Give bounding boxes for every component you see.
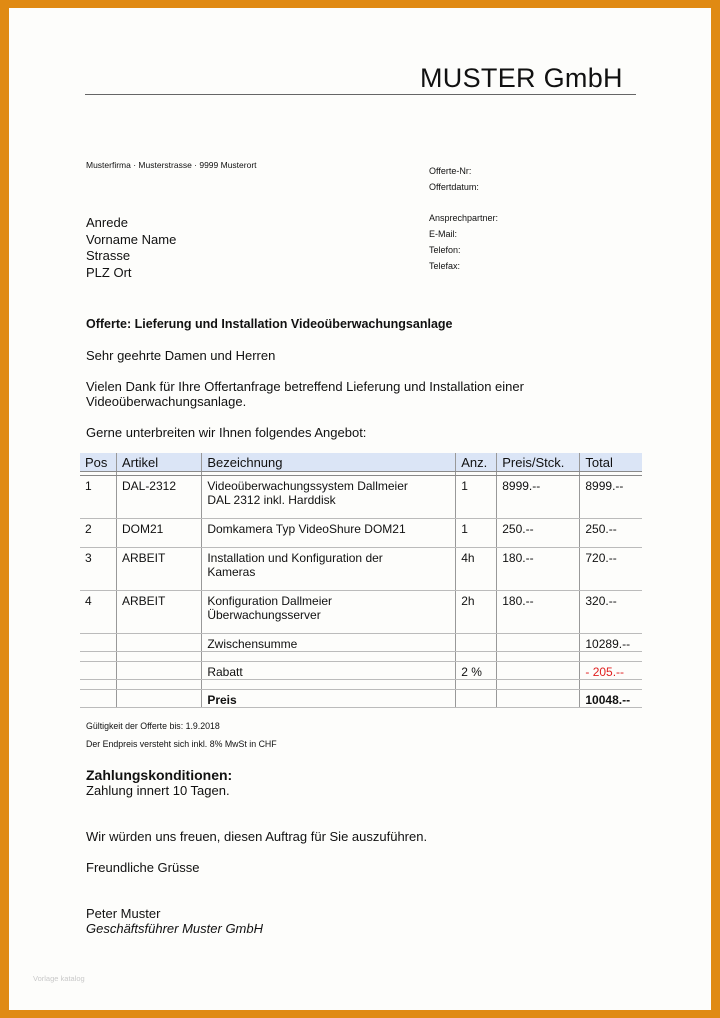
payment-text: Zahlung innert 10 Tagen. [86, 783, 230, 798]
bez-line-2: Kameras [207, 565, 256, 579]
intro-line-2: Videoüberwachungsanlage. [86, 394, 247, 409]
cell-total: 720.-- [580, 548, 642, 591]
header-preis: Preis/Stck. [497, 453, 580, 472]
cell-pos: 4 [80, 591, 116, 634]
meta-offertdatum: Offertdatum: [429, 182, 479, 192]
cell-artikel: DOM21 [116, 519, 201, 548]
signature-role: Geschäftsführer Muster GmbH [86, 921, 263, 936]
header-anz: Anz. [456, 453, 497, 472]
discount-row [80, 662, 642, 680]
subtotal-row [80, 634, 642, 652]
cell-preis: 250.-- [497, 519, 580, 548]
cell-anz: 1 [456, 476, 497, 519]
cell-total: 320.-- [580, 591, 642, 634]
bez-line-2: Überwachungsserver [207, 608, 321, 622]
subtotal-value: 10289.-- [580, 634, 642, 652]
greeting: Freundliche Grüsse [86, 860, 200, 875]
cell-artikel: ARBEIT [116, 548, 201, 591]
recipient-strasse: Strasse [86, 248, 131, 263]
cell-preis: 180.-- [497, 548, 580, 591]
header-pos: Pos [80, 453, 116, 472]
meta-telefax: Telefax: [429, 261, 461, 271]
header-bezeichnung: Bezeichnung [202, 453, 456, 472]
cell-total: 250.-- [580, 519, 642, 548]
meta-email: E-Mail: [429, 229, 458, 239]
price-value: 10048.-- [580, 690, 642, 708]
price-row [80, 690, 642, 708]
bez-line-1: Installation und Konfiguration der [207, 551, 383, 565]
table-row [80, 476, 642, 519]
price-label: Preis [202, 690, 456, 708]
subtotal-label: Zwischensumme [202, 634, 456, 652]
validity-note: Gültigkeit der Offerte bis: 1.9.2018 [86, 721, 220, 731]
header-total: Total [580, 453, 642, 472]
subject-line: Offerte: Lieferung und Installation Videoüberwachungsanlage [86, 317, 453, 331]
table-header-row [80, 453, 642, 472]
table-row [80, 519, 642, 548]
discount-percent: 2 % [456, 662, 497, 680]
table-row [80, 591, 642, 634]
cell-pos: 3 [80, 548, 116, 591]
vat-note: Der Endpreis versteht sich inkl. 8% MwSt in CHF [86, 739, 277, 749]
discount-label: Rabatt [202, 662, 456, 680]
sender-line: Musterfirma · Musterstrasse · 9999 Musterort [86, 160, 257, 170]
cell-preis: 180.-- [497, 591, 580, 634]
watermark: Vorlage katalog [33, 974, 85, 983]
cell-bezeichnung [202, 591, 456, 634]
signature-name: Peter Muster [86, 906, 161, 921]
bez-line-2: DAL 2312 inkl. Harddisk [207, 493, 336, 507]
document-page [9, 8, 711, 1010]
offer-table [80, 453, 642, 708]
cell-anz: 1 [456, 519, 497, 548]
cell-pos: 2 [80, 519, 116, 548]
bez-line-1: Konfiguration Dallmeier [207, 594, 333, 608]
cell-bezeichnung [202, 548, 456, 591]
intro-line-1: Vielen Dank für Ihre Offertanfrage betreffend Lieferung und Installation einer [86, 379, 524, 394]
cell-anz: 4h [456, 548, 497, 591]
table-spacer-row [80, 680, 642, 690]
recipient-ort: PLZ Ort [86, 265, 132, 280]
meta-ansprechpartner: Ansprechpartner: [429, 213, 499, 223]
bez-line-1: Videoüberwachungssystem Dallmeier [207, 479, 408, 493]
recipient-name: Vorname Name [86, 232, 177, 247]
cell-total: 8999.-- [580, 476, 642, 519]
discount-value: - 205.-- [580, 662, 642, 680]
meta-offerte-nr: Offerte-Nr: [429, 166, 472, 176]
salutation: Sehr geehrte Damen und Herren [86, 348, 276, 363]
header-artikel: Artikel [116, 453, 201, 472]
table-row [80, 548, 642, 591]
company-name: MUSTER GmbH [420, 63, 623, 93]
offer-lead: Gerne unterbreiten wir Ihnen folgendes Angebot: [86, 425, 367, 440]
payment-title: Zahlungskonditionen: [86, 767, 233, 783]
meta-telefon: Telefon: [429, 245, 461, 255]
cell-artikel: ARBEIT [116, 591, 201, 634]
recipient-anrede: Anrede [86, 215, 128, 230]
cell-pos: 1 [80, 476, 116, 519]
cell-preis: 8999.-- [497, 476, 580, 519]
cell-artikel: DAL-2312 [116, 476, 201, 519]
bez-line-1: Domkamera Typ VideoShure DOM21 [207, 522, 406, 536]
cell-anz: 2h [456, 591, 497, 634]
closing-text: Wir würden uns freuen, diesen Auftrag für Sie auszuführen. [86, 829, 428, 844]
cell-bezeichnung [202, 476, 456, 519]
header-rule [85, 94, 636, 95]
table-spacer-row [80, 652, 642, 662]
cell-bezeichnung [202, 519, 456, 548]
